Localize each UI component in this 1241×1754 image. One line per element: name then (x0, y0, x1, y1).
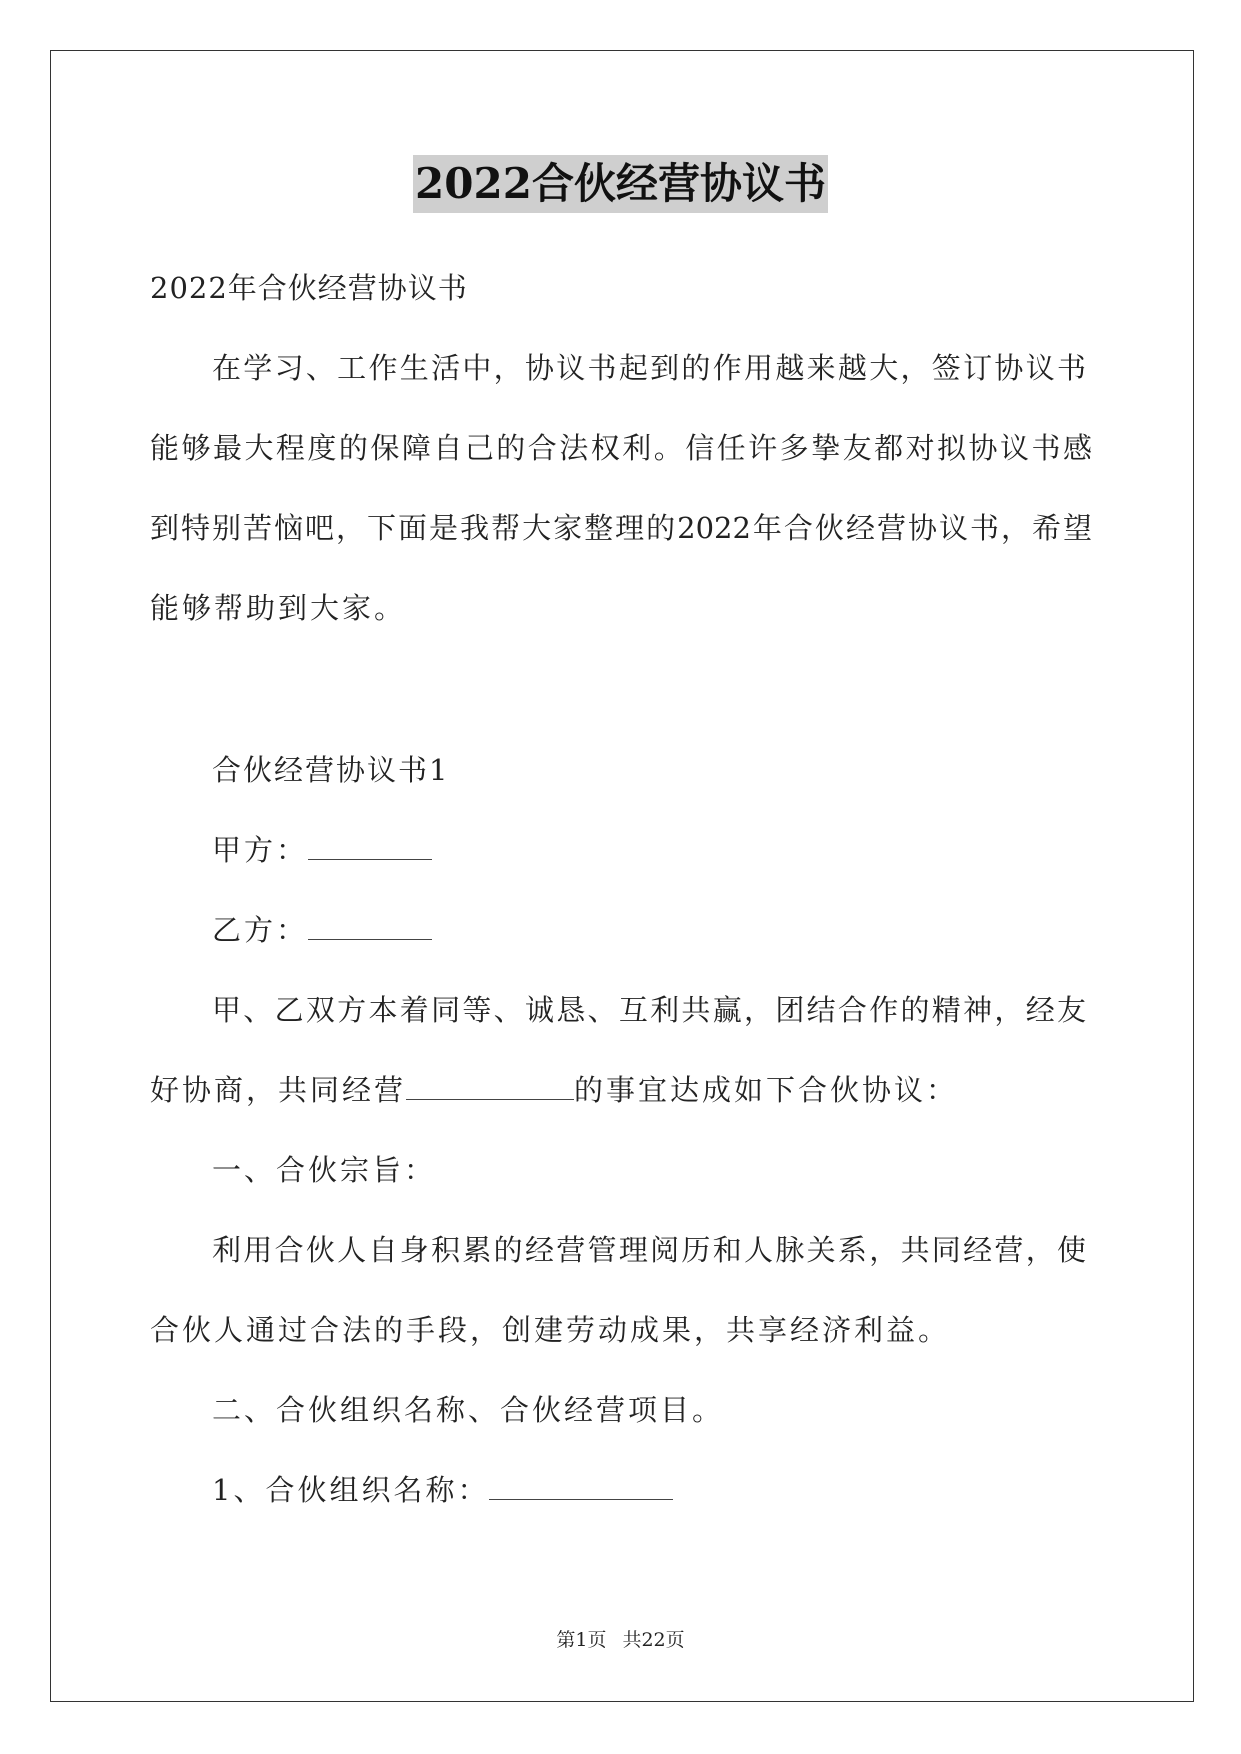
party-a-blank (308, 833, 432, 860)
party-b-label: 乙方： (212, 913, 309, 947)
spirit-line-2-start: 好协商，共同经营 (150, 1073, 407, 1107)
party-a-row (212, 830, 432, 870)
document-subtitle: 2022年合伙经营协议书 (150, 271, 468, 305)
clause-2-item-1-row (212, 1470, 673, 1510)
org-name-blank (489, 1473, 673, 1500)
clause-1-line-1: 利用合伙人自身积累的经营管理阅历和人脉关系，共同经营，使 (212, 1233, 1086, 1267)
intro-line-1: 在学习、工作生活中，协议书起到的作用越来越大，签订协议书 (212, 351, 1086, 385)
intro-line-2: 能够最大程度的保障自己的合法权利。信任许多挚友都对拟协议书感 (150, 431, 1092, 465)
clause-2-heading: 二、合伙组织名称、合伙经营项目。 (212, 1393, 725, 1427)
spirit-line-1: 甲、乙双方本着同等、诚恳、互利共赢，团结合作的精神，经友 (212, 993, 1086, 1027)
party-b-blank (308, 913, 432, 940)
clause-1-heading: 一、合伙宗旨： (212, 1153, 437, 1187)
clause-2-item-1-label: 1、合伙组织名称： (212, 1473, 490, 1507)
document-title: 2022合伙经营协议书 (413, 155, 828, 213)
page-footer (0, 1627, 1241, 1653)
spirit-line-2 (150, 1070, 958, 1110)
page-number: 第1页 (556, 1629, 607, 1651)
party-b-row (212, 910, 432, 950)
section-heading: 合伙经营协议书1 (212, 753, 450, 787)
project-blank (406, 1073, 574, 1100)
party-a-label: 甲方： (212, 833, 309, 867)
intro-line-4: 能够帮助到大家。 (150, 591, 407, 625)
spirit-line-2-end: 的事宜达成如下合伙协议： (574, 1073, 959, 1107)
title-wrap (0, 155, 1241, 213)
page-total: 共22页 (622, 1629, 685, 1651)
clause-1-line-2: 合伙人通过合法的手段，创建劳动成果，共享经济利益。 (150, 1313, 951, 1347)
intro-line-3: 到特别苦恼吧，下面是我帮大家整理的2022年合伙经营协议书，希望 (150, 511, 1092, 545)
